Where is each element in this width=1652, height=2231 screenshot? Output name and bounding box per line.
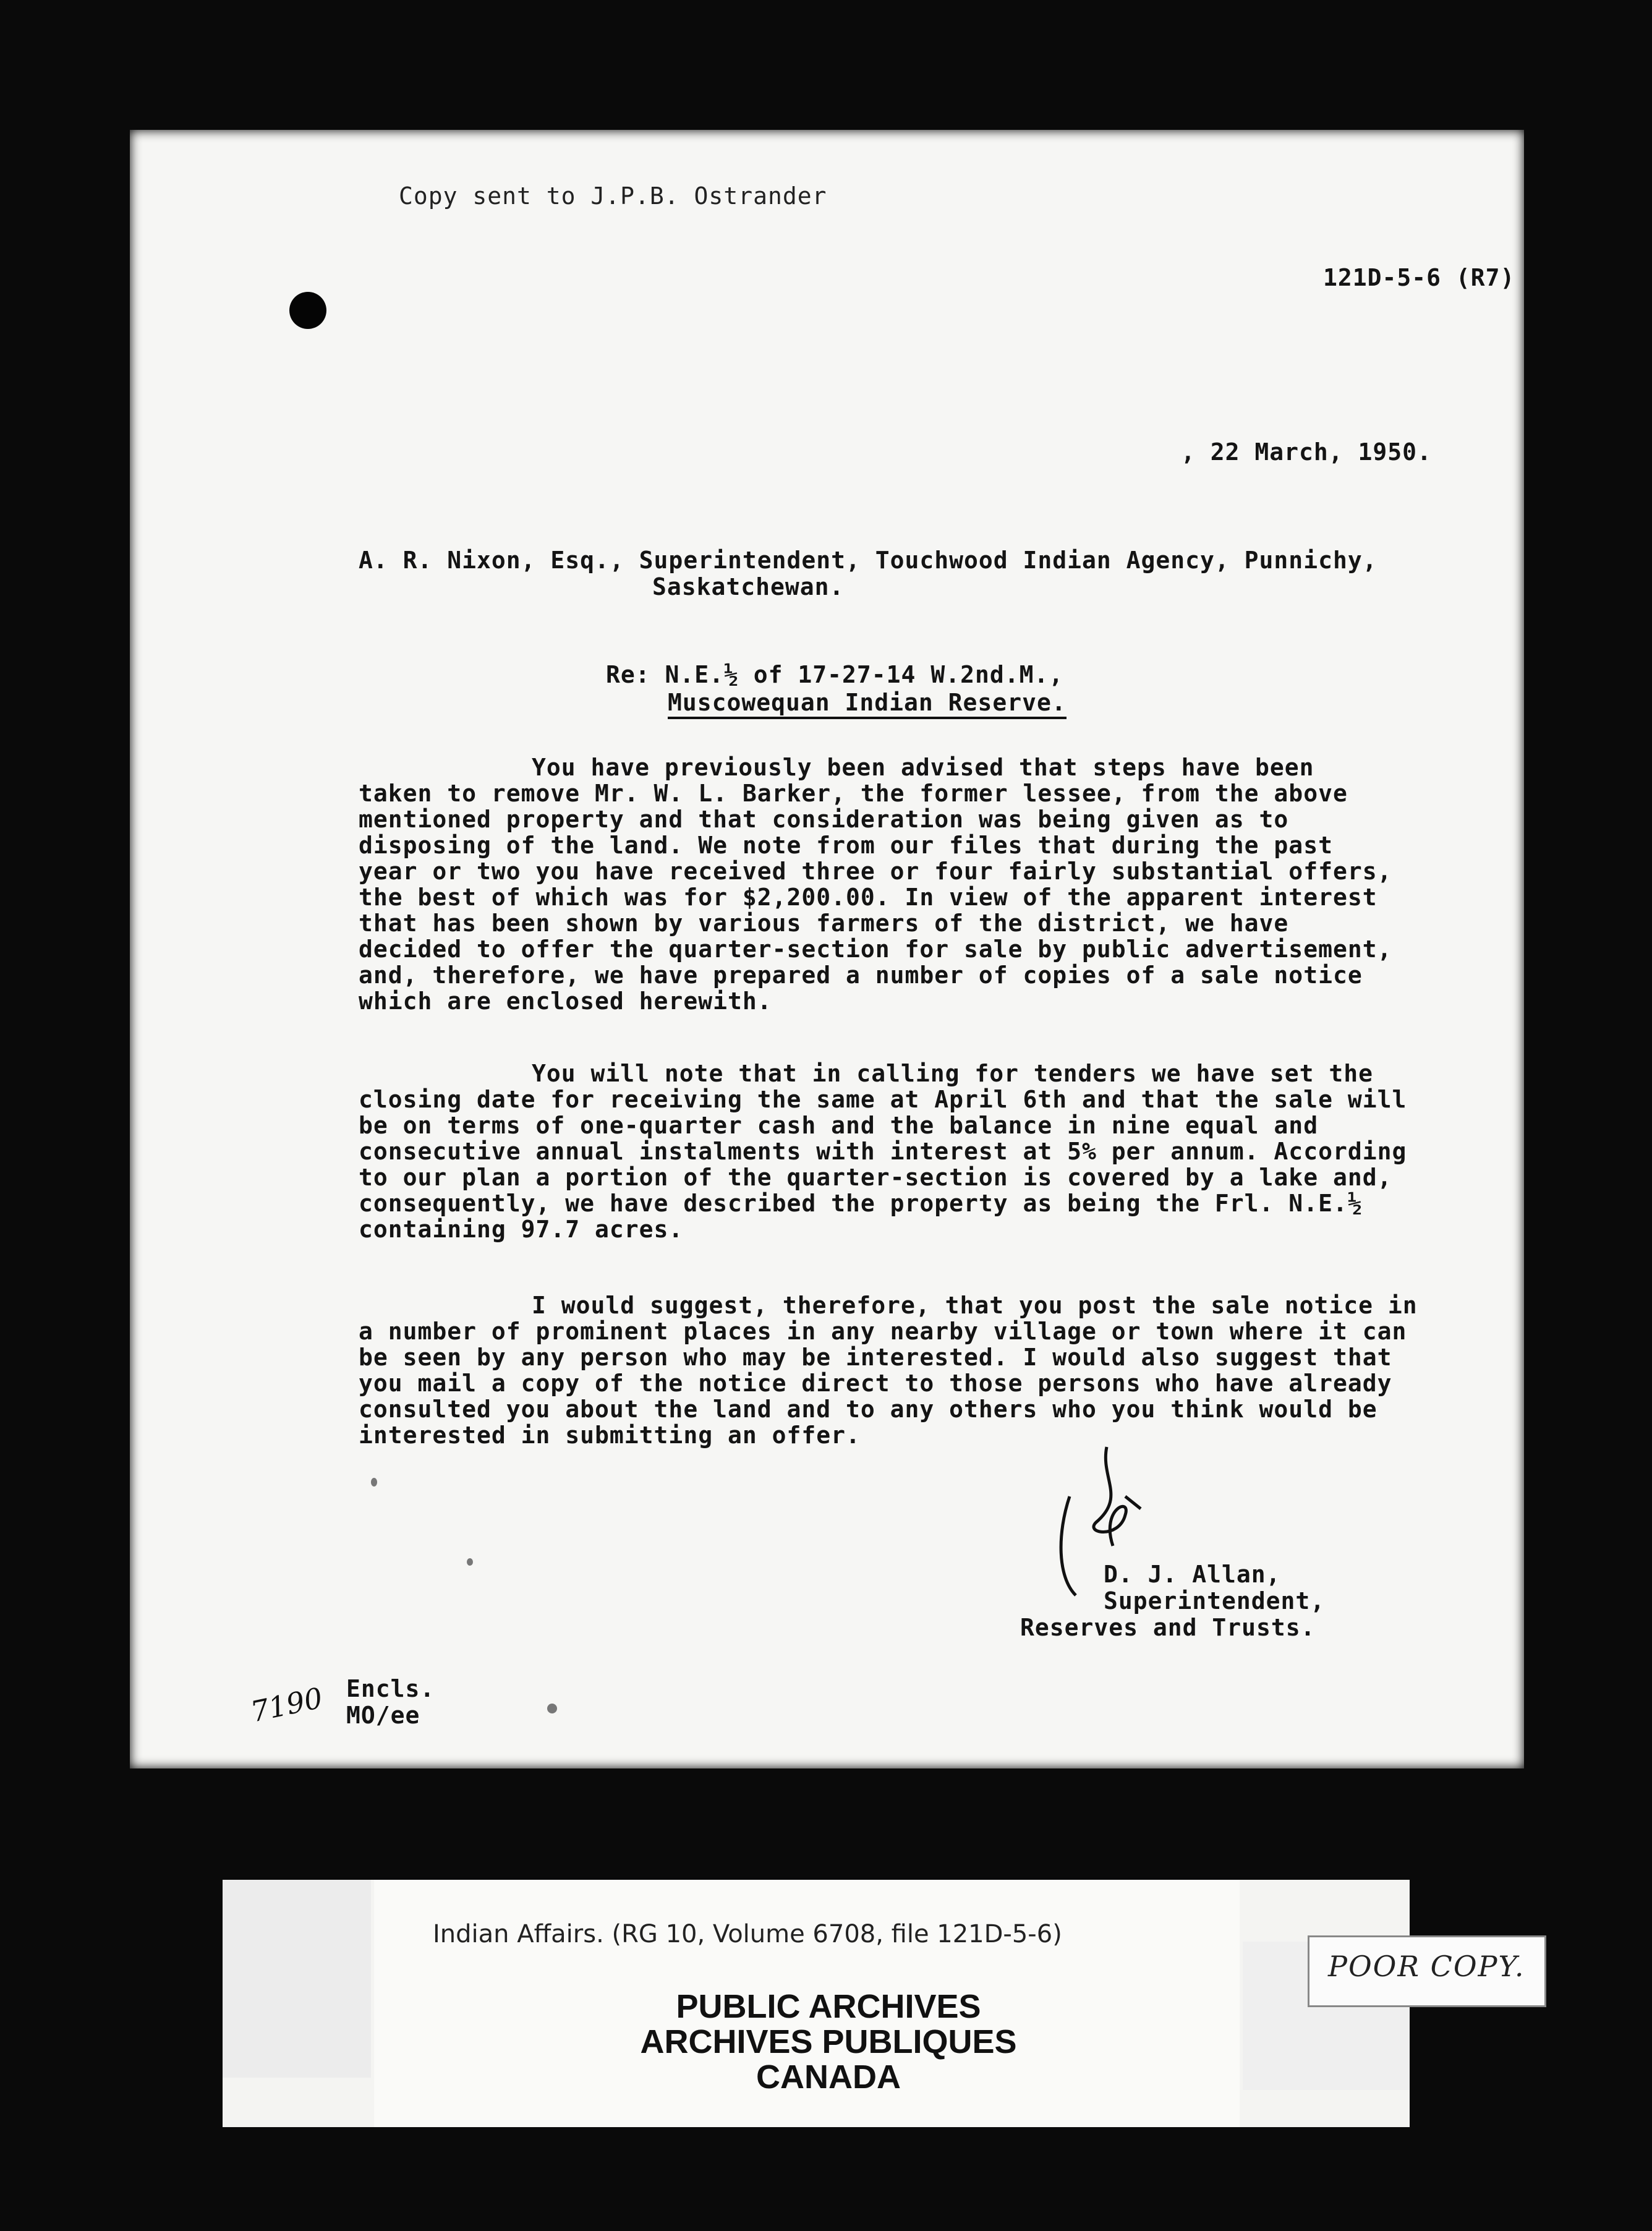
paragraph-3-line: I would suggest, therefore, that you post the sale notice in [532, 1292, 1418, 1319]
paragraph-1-line: that has been shown by various farmers of the district, we have [359, 910, 1289, 937]
signatory-title-1: Superintendent, [1104, 1587, 1326, 1615]
addressee-line-1: A. R. Nixon, Esq., Superintendent, Touchwood Indian Agency, Punnichy, [359, 547, 1377, 574]
paragraph-3-line: you mail a copy of the notice direct to those persons who have already [359, 1370, 1392, 1397]
paragraph-2 [359, 1060, 1546, 1242]
re-line-1: Re: N.E.½ of 17-27-14 W.2nd.M., [606, 661, 1064, 688]
paragraph-1 [359, 754, 1546, 1014]
archive-country: CANADA [756, 2058, 901, 2096]
paragraph-1-line: taken to remove Mr. W. L. Barker, the former lessee, from the above [359, 780, 1348, 807]
margin-note: 7190 [247, 1681, 326, 1729]
signatory-name: D. J. Allan, [1104, 1561, 1281, 1588]
ink-blot [289, 292, 326, 329]
enclosures-note: Encls. [346, 1675, 435, 1702]
paragraph-1-line: mentioned property and that consideration was being given as to [359, 806, 1289, 833]
letter-page [130, 130, 1524, 1768]
paragraph-1-line: disposing of the land. We note from our files that during the past [359, 832, 1333, 859]
archive-reference: Indian Affairs. (RG 10, Volume 6708, file 121D-5-6) [433, 1920, 1062, 1948]
archive-name-en: PUBLIC ARCHIVES [676, 1988, 981, 2025]
paragraph-3-line: be seen by any person who may be interested. I would also suggest that [359, 1344, 1392, 1371]
copy-note: Copy sent to J.P.B. Ostrander [399, 182, 827, 210]
paragraph-3-line: interested in submitting an offer. [359, 1422, 861, 1449]
paragraph-1-line: which are enclosed herewith. [359, 988, 772, 1015]
paragraph-3 [359, 1292, 1546, 1448]
paragraph-1-line: You have previously been advised that steps have been [532, 754, 1314, 781]
signatory-title-2: Reserves and Trusts. [1020, 1614, 1316, 1641]
paragraph-1-line: year or two you have received three or four fairly substantial offers, [359, 858, 1392, 885]
poor-copy-stamp [1308, 1935, 1546, 2007]
paragraph-3-line: consulted you about the land and to any others who you think would be [359, 1396, 1377, 1423]
paragraph-2-line: consequently, we have described the property as being the Frl. N.E.½ [359, 1190, 1363, 1217]
paragraph-1-line: the best of which was for $2,200.00. In view of the apparent interest [359, 884, 1377, 911]
speck [547, 1704, 557, 1713]
speck [371, 1478, 377, 1487]
label-left-tab [223, 1880, 371, 2078]
paragraph-2-line: You will note that in calling for tenders we have set the [532, 1060, 1374, 1087]
paragraph-1-line: and, therefore, we have prepared a number of copies of a sale notice [359, 962, 1363, 989]
paragraph-1-line: decided to offer the quarter-section for sale by public advertisement, [359, 936, 1392, 963]
paragraph-2-line: consecutive annual instalments with interest at 5% per annum. According [359, 1138, 1407, 1165]
paragraph-2-line: to our plan a portion of the quarter-section is covered by a lake and, [359, 1164, 1392, 1191]
re-line-2: Muscowequan Indian Reserve. [668, 689, 1067, 719]
paragraph-3-line: a number of prominent places in any nearby village or town where it can [359, 1318, 1407, 1345]
file-reference: 121D-5-6 (R7) [1323, 264, 1515, 291]
archive-name-fr: ARCHIVES PUBLIQUES [640, 2023, 1017, 2060]
paragraph-2-line: containing 97.7 acres. [359, 1216, 684, 1243]
paragraph-2-line: be on terms of one-quarter cash and the balance in nine equal and [359, 1112, 1319, 1139]
speck [467, 1558, 473, 1566]
letter-date: , 22 March, 1950. [1181, 438, 1432, 466]
paragraph-2-line: closing date for receiving the same at April 6th and that the sale will [359, 1086, 1407, 1113]
poor-copy-text: POOR COPY. [1328, 1950, 1525, 1983]
typist-initials: MO/ee [346, 1702, 420, 1729]
addressee-line-2: Saskatchewan. [652, 573, 845, 600]
